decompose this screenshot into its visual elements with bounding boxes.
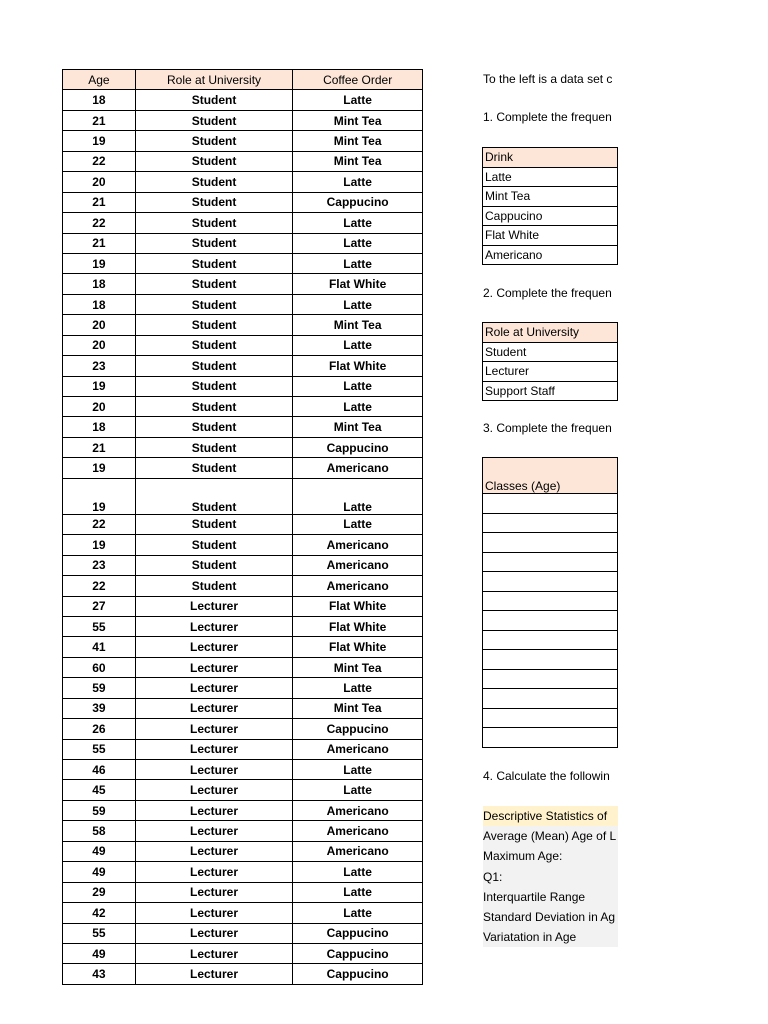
age-cell[interactable]: 20 — [63, 397, 136, 417]
role-cell[interactable]: Student — [135, 458, 293, 478]
age-header[interactable]: Age — [63, 70, 136, 90]
age-cell[interactable]: 45 — [63, 780, 136, 800]
intro-text: To the left is a data set c — [483, 72, 613, 86]
role-cell[interactable]: Lecturer — [135, 964, 293, 984]
coffee-order-cell[interactable]: Flat White — [293, 274, 423, 294]
age-cell[interactable]: 43 — [63, 964, 136, 984]
table-row — [63, 882, 423, 902]
age-cell[interactable]: 18 — [63, 90, 136, 110]
stat-label[interactable]: Standard Deviation in Ag — [483, 907, 618, 927]
question-1-text: 1. Complete the frequen — [483, 110, 612, 124]
coffee-order-cell[interactable]: Latte — [293, 172, 423, 192]
role-cell[interactable]: Student — [135, 213, 293, 233]
coffee-order-cell[interactable]: Latte — [293, 253, 423, 273]
age-cell[interactable]: 21 — [63, 110, 136, 130]
table-row — [483, 187, 618, 207]
table-row — [63, 417, 423, 437]
question-3-text: 3. Complete the frequen — [483, 421, 612, 435]
table-row — [63, 213, 423, 233]
table-row — [63, 294, 423, 314]
coffee-order-cell[interactable]: Americano — [293, 800, 423, 820]
classes-age-header[interactable]: Classes (Age) — [483, 458, 618, 494]
role-cell[interactable]: Lecturer — [135, 841, 293, 861]
question-2-text: 2. Complete the frequen — [483, 286, 612, 300]
age-cell[interactable]: 21 — [63, 233, 136, 253]
table-row — [63, 253, 423, 273]
age-class-cell[interactable] — [483, 591, 618, 611]
table-row — [63, 356, 423, 376]
age-class-cell[interactable] — [483, 650, 618, 670]
drink-cell[interactable]: Cappucino — [483, 206, 618, 226]
role-cell[interactable]: Support Staff — [483, 381, 618, 401]
coffee-order-cell[interactable]: Cappucino — [293, 719, 423, 739]
table-row — [483, 552, 618, 572]
coffee-order-cell[interactable]: Latte — [293, 862, 423, 882]
table-row — [63, 841, 423, 861]
role-cell[interactable]: Student — [135, 397, 293, 417]
table-row — [483, 572, 618, 592]
role-cell[interactable]: Student — [135, 233, 293, 253]
age-cell[interactable]: 23 — [63, 356, 136, 376]
age-classes-table — [482, 457, 618, 748]
role-cell[interactable]: Student — [135, 192, 293, 212]
role-cell[interactable]: Lecturer — [483, 362, 618, 382]
role-cell[interactable]: Student — [135, 535, 293, 555]
role-cell[interactable]: Lecturer — [135, 780, 293, 800]
coffee-order-cell[interactable]: Latte — [293, 760, 423, 780]
drink-cell[interactable]: Latte — [483, 167, 618, 187]
age-cell[interactable]: 59 — [63, 800, 136, 820]
drink-header[interactable]: Drink — [483, 148, 618, 168]
role-cell[interactable]: Lecturer — [135, 760, 293, 780]
table-header-row — [63, 70, 423, 90]
role-cell[interactable]: Lecturer — [135, 903, 293, 923]
age-cell[interactable]: 18 — [63, 417, 136, 437]
table-row — [483, 708, 618, 728]
table-row — [63, 760, 423, 780]
age-class-cell[interactable] — [483, 533, 618, 553]
role-cell[interactable]: Student — [135, 294, 293, 314]
age-cell[interactable]: 22 — [63, 514, 136, 534]
role-cell[interactable]: Student — [135, 478, 293, 514]
stat-label[interactable]: Variatation in Age — [483, 927, 618, 947]
coffee-order-cell[interactable]: Latte — [293, 882, 423, 902]
age-cell[interactable]: 20 — [63, 315, 136, 335]
coffee-order-cell[interactable]: Flat White — [293, 637, 423, 657]
role-cell[interactable]: Lecturer — [135, 616, 293, 636]
table-row — [63, 151, 423, 171]
stat-label[interactable]: Maximum Age: — [483, 846, 618, 866]
role-cell[interactable]: Lecturer — [135, 800, 293, 820]
role-cell[interactable]: Student — [135, 131, 293, 151]
coffee-order-cell[interactable]: Mint Tea — [293, 698, 423, 718]
question-4-text: 4. Calculate the followin — [483, 769, 610, 783]
table-row — [483, 611, 618, 631]
coffee-order-cell[interactable]: Latte — [293, 678, 423, 698]
age-cell[interactable]: 49 — [63, 841, 136, 861]
drink-cell[interactable]: Flat White — [483, 226, 618, 246]
role-cell[interactable]: Lecturer — [135, 698, 293, 718]
coffee-data-table — [62, 69, 423, 985]
role-cell[interactable]: Student — [135, 576, 293, 596]
table-row — [63, 719, 423, 739]
table-row — [63, 478, 423, 514]
age-cell[interactable]: 20 — [63, 335, 136, 355]
table-row — [63, 555, 423, 575]
coffee-order-cell[interactable]: Flat White — [293, 596, 423, 616]
table-row — [63, 131, 423, 151]
role-cell[interactable]: Student — [135, 417, 293, 437]
table-row — [63, 397, 423, 417]
age-cell[interactable]: 22 — [63, 151, 136, 171]
coffee-order-cell[interactable]: Latte — [293, 397, 423, 417]
descriptive-stats-header[interactable]: Descriptive Statistics of — [483, 806, 618, 826]
age-cell[interactable]: 23 — [63, 555, 136, 575]
table-row — [63, 110, 423, 130]
table-row — [483, 245, 618, 265]
role-cell[interactable]: Lecturer — [135, 719, 293, 739]
table-row — [63, 678, 423, 698]
role-cell[interactable]: Student — [135, 315, 293, 335]
table-header-row — [483, 458, 618, 494]
role-cell[interactable]: Student — [135, 555, 293, 575]
coffee-order-cell[interactable]: Americano — [293, 458, 423, 478]
table-row — [63, 616, 423, 636]
role-header[interactable]: Role at University — [135, 70, 293, 90]
table-row — [483, 650, 618, 670]
coffee-order-cell[interactable]: Cappucino — [293, 923, 423, 943]
table-row — [483, 494, 618, 514]
age-class-cell[interactable] — [483, 552, 618, 572]
age-cell[interactable]: 19 — [63, 535, 136, 555]
age-cell[interactable]: 20 — [63, 172, 136, 192]
table-row — [483, 533, 618, 553]
role-cell[interactable]: Lecturer — [135, 657, 293, 677]
table-row — [63, 172, 423, 192]
table-row — [63, 943, 423, 963]
table-row — [63, 335, 423, 355]
table-row — [63, 739, 423, 759]
coffee-order-cell[interactable]: Mint Tea — [293, 131, 423, 151]
age-class-cell[interactable] — [483, 669, 618, 689]
age-cell[interactable]: 29 — [63, 882, 136, 902]
role-header-cell[interactable]: Role at University — [483, 323, 618, 343]
age-cell[interactable]: 22 — [63, 576, 136, 596]
age-cell[interactable]: 55 — [63, 923, 136, 943]
role-cell[interactable]: Student — [135, 356, 293, 376]
age-class-cell[interactable] — [483, 630, 618, 650]
coffee-order-cell[interactable]: Americano — [293, 821, 423, 841]
role-cell[interactable]: Student — [135, 253, 293, 273]
coffee-order-cell[interactable]: Mint Tea — [293, 417, 423, 437]
table-row — [63, 903, 423, 923]
age-cell[interactable]: 19 — [63, 376, 136, 396]
table-row — [63, 780, 423, 800]
coffee-order-cell[interactable]: Latte — [293, 335, 423, 355]
coffee-order-cell[interactable]: Cappucino — [293, 437, 423, 457]
table-row — [63, 233, 423, 253]
table-row — [63, 576, 423, 596]
table-header-row — [483, 148, 618, 168]
drink-cell[interactable]: Mint Tea — [483, 187, 618, 207]
table-row — [483, 362, 618, 382]
coffee-order-cell[interactable]: Latte — [293, 294, 423, 314]
table-row — [63, 637, 423, 657]
table-header-row — [483, 323, 618, 343]
age-class-cell[interactable] — [483, 513, 618, 533]
coffee-order-cell[interactable]: Mint Tea — [293, 315, 423, 335]
age-cell[interactable]: 49 — [63, 862, 136, 882]
role-cell[interactable]: Lecturer — [135, 821, 293, 841]
age-cell[interactable]: 60 — [63, 657, 136, 677]
coffee-order-cell[interactable]: Cappucino — [293, 943, 423, 963]
coffee-order-cell[interactable]: Americano — [293, 841, 423, 861]
age-cell[interactable]: 55 — [63, 616, 136, 636]
age-class-cell[interactable] — [483, 728, 618, 748]
age-cell[interactable]: 19 — [63, 131, 136, 151]
table-row — [63, 657, 423, 677]
age-class-cell[interactable] — [483, 708, 618, 728]
role-frequency-table — [482, 322, 618, 401]
coffee-order-cell[interactable]: Latte — [293, 90, 423, 110]
role-cell[interactable]: Student — [135, 110, 293, 130]
coffee-order-cell[interactable]: Americano — [293, 535, 423, 555]
coffee-order-cell[interactable]: Americano — [293, 555, 423, 575]
table-row — [483, 669, 618, 689]
table-row — [63, 458, 423, 478]
role-cell[interactable]: Student — [135, 151, 293, 171]
coffee-order-cell[interactable]: Latte — [293, 233, 423, 253]
age-class-cell[interactable] — [483, 611, 618, 631]
table-row — [483, 167, 618, 187]
role-cell[interactable]: Student — [135, 172, 293, 192]
age-cell[interactable]: 19 — [63, 478, 136, 514]
table-row — [63, 698, 423, 718]
coffee-order-cell[interactable]: Latte — [293, 514, 423, 534]
table-row — [63, 514, 423, 534]
coffee-order-cell[interactable]: Americano — [293, 576, 423, 596]
age-cell[interactable]: 58 — [63, 821, 136, 841]
age-cell[interactable]: 18 — [63, 274, 136, 294]
role-cell[interactable]: Lecturer — [135, 637, 293, 657]
age-cell[interactable]: 19 — [63, 458, 136, 478]
age-cell[interactable]: 18 — [63, 294, 136, 314]
table-row — [63, 800, 423, 820]
table-row — [483, 226, 618, 246]
age-cell[interactable]: 49 — [63, 943, 136, 963]
role-cell[interactable]: Student — [135, 274, 293, 294]
age-class-cell[interactable] — [483, 572, 618, 592]
role-cell[interactable]: Lecturer — [135, 862, 293, 882]
table-row — [483, 728, 618, 748]
table-row — [483, 342, 618, 362]
stat-label[interactable]: Average (Mean) Age of L — [483, 826, 618, 846]
table-row — [483, 630, 618, 650]
role-cell[interactable]: Student — [135, 376, 293, 396]
table-row — [63, 274, 423, 294]
coffee-order-cell[interactable]: Mint Tea — [293, 151, 423, 171]
role-cell[interactable]: Student — [135, 335, 293, 355]
stat-label[interactable]: Interquartile Range — [483, 887, 618, 907]
role-cell[interactable]: Student — [135, 90, 293, 110]
age-cell[interactable]: 26 — [63, 719, 136, 739]
age-cell[interactable]: 59 — [63, 678, 136, 698]
age-cell[interactable]: 19 — [63, 253, 136, 273]
coffee-order-cell[interactable]: Latte — [293, 780, 423, 800]
table-row — [63, 90, 423, 110]
age-cell[interactable]: 39 — [63, 698, 136, 718]
table-row — [63, 862, 423, 882]
coffee-order-cell[interactable]: Latte — [293, 478, 423, 514]
role-cell[interactable]: Lecturer — [135, 943, 293, 963]
age-cell[interactable]: 41 — [63, 637, 136, 657]
age-cell[interactable]: 46 — [63, 760, 136, 780]
stat-label[interactable]: Q1: — [483, 867, 618, 887]
age-cell[interactable]: 27 — [63, 596, 136, 616]
role-cell[interactable]: Lecturer — [135, 678, 293, 698]
table-row — [63, 923, 423, 943]
table-row — [483, 206, 618, 226]
drink-cell[interactable]: Americano — [483, 245, 618, 265]
table-row — [483, 689, 618, 709]
role-cell[interactable]: Lecturer — [135, 596, 293, 616]
table-row — [483, 591, 618, 611]
coffee-order-cell[interactable]: Flat White — [293, 356, 423, 376]
table-row — [63, 437, 423, 457]
role-cell[interactable]: Lecturer — [135, 923, 293, 943]
drink-frequency-table — [482, 147, 618, 265]
table-row — [63, 535, 423, 555]
age-cell[interactable]: 21 — [63, 192, 136, 212]
table-row — [63, 376, 423, 396]
role-cell[interactable]: Lecturer — [135, 882, 293, 902]
role-cell[interactable]: Student — [483, 342, 618, 362]
coffee-order-cell[interactable]: Cappucino — [293, 192, 423, 212]
coffee-order-cell[interactable]: Latte — [293, 903, 423, 923]
table-row — [63, 821, 423, 841]
table-row — [63, 596, 423, 616]
coffee-order-cell[interactable]: Mint Tea — [293, 110, 423, 130]
table-row — [63, 964, 423, 984]
coffee-order-cell[interactable]: Latte — [293, 376, 423, 396]
role-cell[interactable]: Student — [135, 514, 293, 534]
coffee-order-header[interactable]: Coffee Order — [293, 70, 423, 90]
role-cell[interactable]: Lecturer — [135, 739, 293, 759]
table-row — [483, 513, 618, 533]
coffee-order-cell[interactable]: Latte — [293, 213, 423, 233]
age-class-cell[interactable] — [483, 689, 618, 709]
age-cell[interactable]: 22 — [63, 213, 136, 233]
table-row — [483, 381, 618, 401]
age-cell[interactable]: 55 — [63, 739, 136, 759]
age-cell[interactable]: 42 — [63, 903, 136, 923]
coffee-order-cell[interactable]: Mint Tea — [293, 657, 423, 677]
descriptive-stats-block — [483, 806, 618, 945]
coffee-order-cell[interactable]: Cappucino — [293, 964, 423, 984]
coffee-order-cell[interactable]: Americano — [293, 739, 423, 759]
age-cell[interactable]: 21 — [63, 437, 136, 457]
table-row — [63, 315, 423, 335]
role-cell[interactable]: Student — [135, 437, 293, 457]
coffee-order-cell[interactable]: Flat White — [293, 616, 423, 636]
age-class-cell[interactable] — [483, 494, 618, 514]
table-row — [63, 192, 423, 212]
